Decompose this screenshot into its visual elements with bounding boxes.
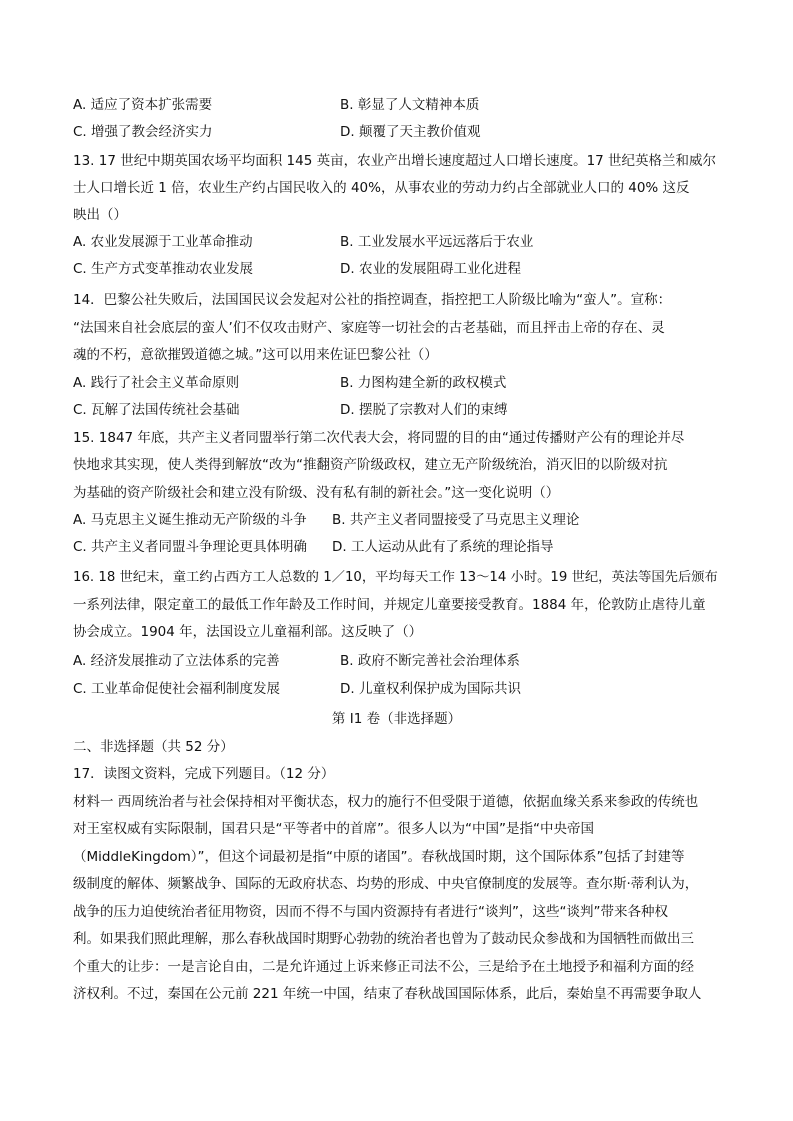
q13-stem-line-1: 13. 17 世纪中期英国农场平均面积 145 英亩，农业产出增长速度超过人口增长速度。17 世纪英格兰和威尔 (73, 153, 717, 169)
q16-stem-line-1: 16. 18 世纪末，童工约占西方工人总数的 1／10，平均每天工作 13～14 小时。19 世纪，英法等国先后颁布 (73, 570, 718, 585)
q15-option-c[interactable]: C. 共产主义者同盟斗争理论更具体明确 (73, 539, 308, 555)
q15-stem-line-2: 快地求其实现，使人类得到解放“改为“推翻资产阶级政权，建立无产阶级统治，消灭旧的以阶级对抗 (73, 457, 668, 473)
q16-option-a[interactable]: A. 经济发展推动了立法体系的完善 (73, 653, 280, 669)
q15-stem-line-1: 15. 1847 年底，共产主义者同盟举行第二次代表大会，将同盟的目的由“通过传播财产公有的理论并尽 (73, 430, 685, 446)
q14-option-a[interactable]: A. 践行了社会主义革命原则 (73, 375, 240, 391)
q15-option-b[interactable]: B. 共产主义者同盟接受了马克思主义理论 (332, 512, 580, 528)
q17-material-line-7: 个重大的让步：一是言论自由，二是允许通过上诉来修正司法不公，三是给予在土地授予和福利方面的经 (73, 959, 694, 975)
q17-material-line-1: 材料一 西周统治者与社会保持相对平衡状态，权力的施行不但受限于道德，依据血缘关系来参政的传统也 (73, 794, 699, 810)
q14-stem-line-1: 14．巴黎公社失败后，法国国民议会发起对公社的指控调查，指控把工人阶级比喻为“蛮人”。宣称： (73, 292, 672, 308)
q16-option-c[interactable]: C. 工业革命促使社会福利制度发展 (73, 681, 281, 697)
q16-stem-line-2: 一系列法律，限定童工的最低工作年龄及工作时间，并规定儿童要接受教育。1884 年，伦敦防止虐待儿童 (73, 597, 706, 613)
q13-option-d[interactable]: D. 农业的发展阻碍工业化进程 (340, 261, 521, 277)
q17-material-line-5: 战争的压力迫使统治者征用物资，因而不得不与国内资源持有者进行“谈判”，这些“谈判”带来各种权 (73, 904, 668, 920)
q13-option-a[interactable]: A. 农业发展源于工业革命推动 (73, 234, 253, 250)
q17-material-line-2: 对王室权威有实际限制，国君只是“平等者中的首席”。很多人以为“中国”是指“中央帝国 (73, 821, 594, 837)
volume-title: 第 I1 卷（非选择题） (331, 711, 462, 727)
q14-option-b[interactable]: B. 力图构建全新的政权模式 (340, 375, 507, 391)
q15-stem-line-3: 为基础的资产阶级社会和建立没有阶级、没有私有制的新社会。”这一变化说明（） (73, 485, 560, 501)
q16-option-d[interactable]: D. 儿童权利保护成为国际共识 (340, 681, 521, 697)
q13-stem-line-2: 士人口增长近 1 倍，农业生产约占国民收入的 40%，从事农业的劳动力约占全部就业人口的 40% 这反 (73, 180, 690, 196)
q15-option-a[interactable]: A. 马克思主义诞生推动无产阶级的斗争 (73, 512, 307, 528)
q12-option-c[interactable]: C. 增强了教会经济实力 (73, 124, 213, 140)
q17-material-line-8: 济权利。不过，秦国在公元前 221 年统一中国，结束了春秋战国国际体系，此后，秦始皇不再需要争取人 (73, 986, 702, 1002)
q12-option-b[interactable]: B. 彰显了人文精神本质 (340, 97, 480, 113)
q17-material-line-4: 级制度的解体、频繁战争、国际的无政府状态、均势的形成、中央官僚制度的发展等。查尔斯·蒂利认为， (73, 876, 699, 892)
section-title: 二、非选择题（共 52 分） (73, 739, 234, 755)
q12-option-d[interactable]: D. 颠覆了天主教价值观 (340, 124, 481, 140)
q13-stem-line-3: 映出（） (73, 207, 127, 223)
q16-stem-line-3: 协会成立。1904 年，法国设立儿童福利部。这反映了（） (73, 624, 423, 640)
q15-option-d[interactable]: D. 工人运动从此有了系统的理论指导 (332, 539, 554, 555)
q14-stem-line-3: 魂的不朽，意欲摧毁道德之城。”这可以用来佐证巴黎公社（） (73, 347, 438, 363)
q13-option-b[interactable]: B. 工业发展水平远远落后于农业 (340, 234, 534, 250)
q13-option-c[interactable]: C. 生产方式变革推动农业发展 (73, 261, 254, 277)
q17-heading: 17．读图文资料，完成下列题目。（12 分） (73, 766, 335, 782)
q12-option-a[interactable]: A. 适应了资本扩张需要 (73, 97, 213, 113)
q17-material-line-6: 利。如果我们照此理解，那么春秋战国时期野心勃勃的统治者也曾为了鼓动民众参战和为国牺牲而做出三 (73, 931, 694, 947)
q14-option-d[interactable]: D. 摆脱了宗教对人们的束缚 (340, 402, 508, 418)
q17-material-line-3: （MiddleKingdom）”，但这个词最初是指“中原的诸国”。春秋战国时期，这个国际体系”包括了封建等 (73, 849, 685, 865)
q14-stem-line-2: “法国来自社会底层的蛮人’们不仅攻击财产、家庭等一切社会的古老基础，而且抨击上帝的存在、灵 (73, 320, 665, 336)
q16-option-b[interactable]: B. 政府不断完善社会治理体系 (340, 653, 520, 669)
q14-option-c[interactable]: C. 瓦解了法国传统社会基础 (73, 402, 240, 418)
